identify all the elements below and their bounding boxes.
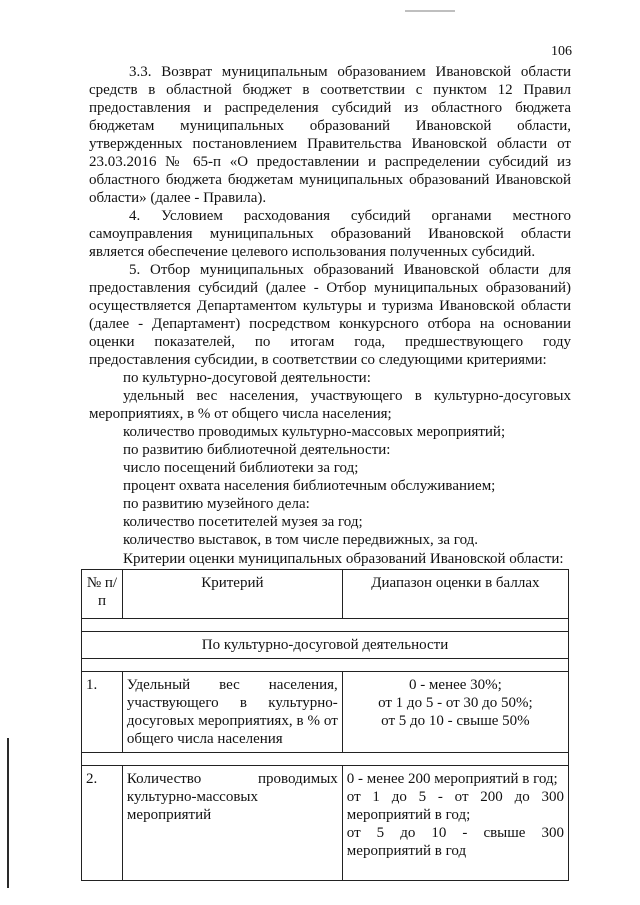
row-criterion: Удельный вес населения, участвующего в культурно-досуговых мероприятиях, в % от общего числа населения [122,672,342,753]
table-caption: Критерии оценки муниципальных образований Ивановской области: [123,551,564,567]
range-line: от 5 до 10 - свыше 300 мероприятий в год [346,825,564,859]
table-spacer-row [82,753,569,766]
text-line: 23.03.2016 № 65-п «О предоставлении и распределении субсидий из [89,154,571,170]
section-title: По культурно-досуговой деятельности [82,632,569,659]
text-line: 4. Условием расходования субсидий органами местного [129,208,571,224]
text-line: 3.3. Возврат муниципальным образованием Ивановской области [129,64,571,80]
text-line: по развитию библиотечной деятельности: [123,442,391,458]
text-line: (далее - Департамент) посредством конкурсного отбора на основании [89,316,571,332]
text-line: областного бюджета бюджетам муниципальных образований Ивановской [89,172,571,188]
row-criterion: Количество проводимых культурно-массовых мероприятий [122,766,342,881]
text-line: число посещений библиотеки за год; [123,460,359,476]
text-line: 5. Отбор муниципальных образований Ивановской области для [129,262,571,278]
text-line: бюджетам муниципальных образований Ивановской области, [89,118,571,134]
page-number: 106 [551,44,572,59]
header-number: № п/п [82,570,123,619]
range-line: от 1 до 5 - от 30 до 50%; [378,695,533,711]
margin-mark [7,738,9,888]
text-line: процент охвата населения библиотечным обслуживанием; [123,478,496,494]
text-line: количество посетителей музея за год; [123,514,363,530]
row-range [342,672,568,753]
text-line: самоуправления муниципальных образований Ивановской области [89,226,571,242]
header-range: Диапазон оценки в баллах [342,570,568,619]
criteria-table [81,569,569,881]
text-line: количество проводимых культурно-массовых мероприятий; [123,424,506,440]
text-line: мероприятиях, в % от общего числа населения; [89,406,392,422]
range-line: от 1 до 5 - от 200 до 300 мероприятий в год; [346,789,564,823]
text-line: оценки показателей, по итогам года, предшествующего году [89,334,571,350]
text-line: осуществляется Департаментом культуры и туризма Ивановской области [89,298,571,314]
scan-artifact-line [405,10,455,12]
text-line: по развитию музейного дела: [123,496,310,512]
table-row [82,766,569,881]
table-spacer-row [82,619,569,632]
row-range [342,766,568,881]
text-line: области» (далее - Правила). [89,190,267,206]
text-line: предоставления субсидии, в соответствии со следующими критериями: [89,352,547,368]
table-spacer-row [82,659,569,672]
header-criterion: Критерий [122,570,342,619]
text-line: средств в областной бюджет в соответствии с пунктом 12 Правил [89,82,571,98]
table-row [82,672,569,753]
text-line: утвержденных постановлением Правительства Ивановской области от [89,136,571,152]
text-line: по культурно-досуговой деятельности: [123,370,371,386]
row-number: 1. [82,672,123,753]
text-line: предоставления субсидий (далее - Отбор муниципальных образований) [89,280,571,296]
text-line: количество выставок, в том числе передвижных, за год. [123,532,479,548]
table-header-row [82,570,569,619]
text-line: является обеспечение целевого использования полученных субсидий. [89,244,536,260]
row-number: 2. [82,766,123,881]
text-line: удельный вес населения, участвующего в культурно-досуговых [123,388,571,404]
range-line: от 5 до 10 - свыше 50% [381,713,530,729]
text-line: предоставления и распределения субсидий из областного бюджета [89,100,571,116]
table-section-row [82,632,569,659]
range-line: 0 - менее 30%; [408,677,502,693]
range-line: 0 - менее 200 мероприятий в год; [346,771,558,787]
